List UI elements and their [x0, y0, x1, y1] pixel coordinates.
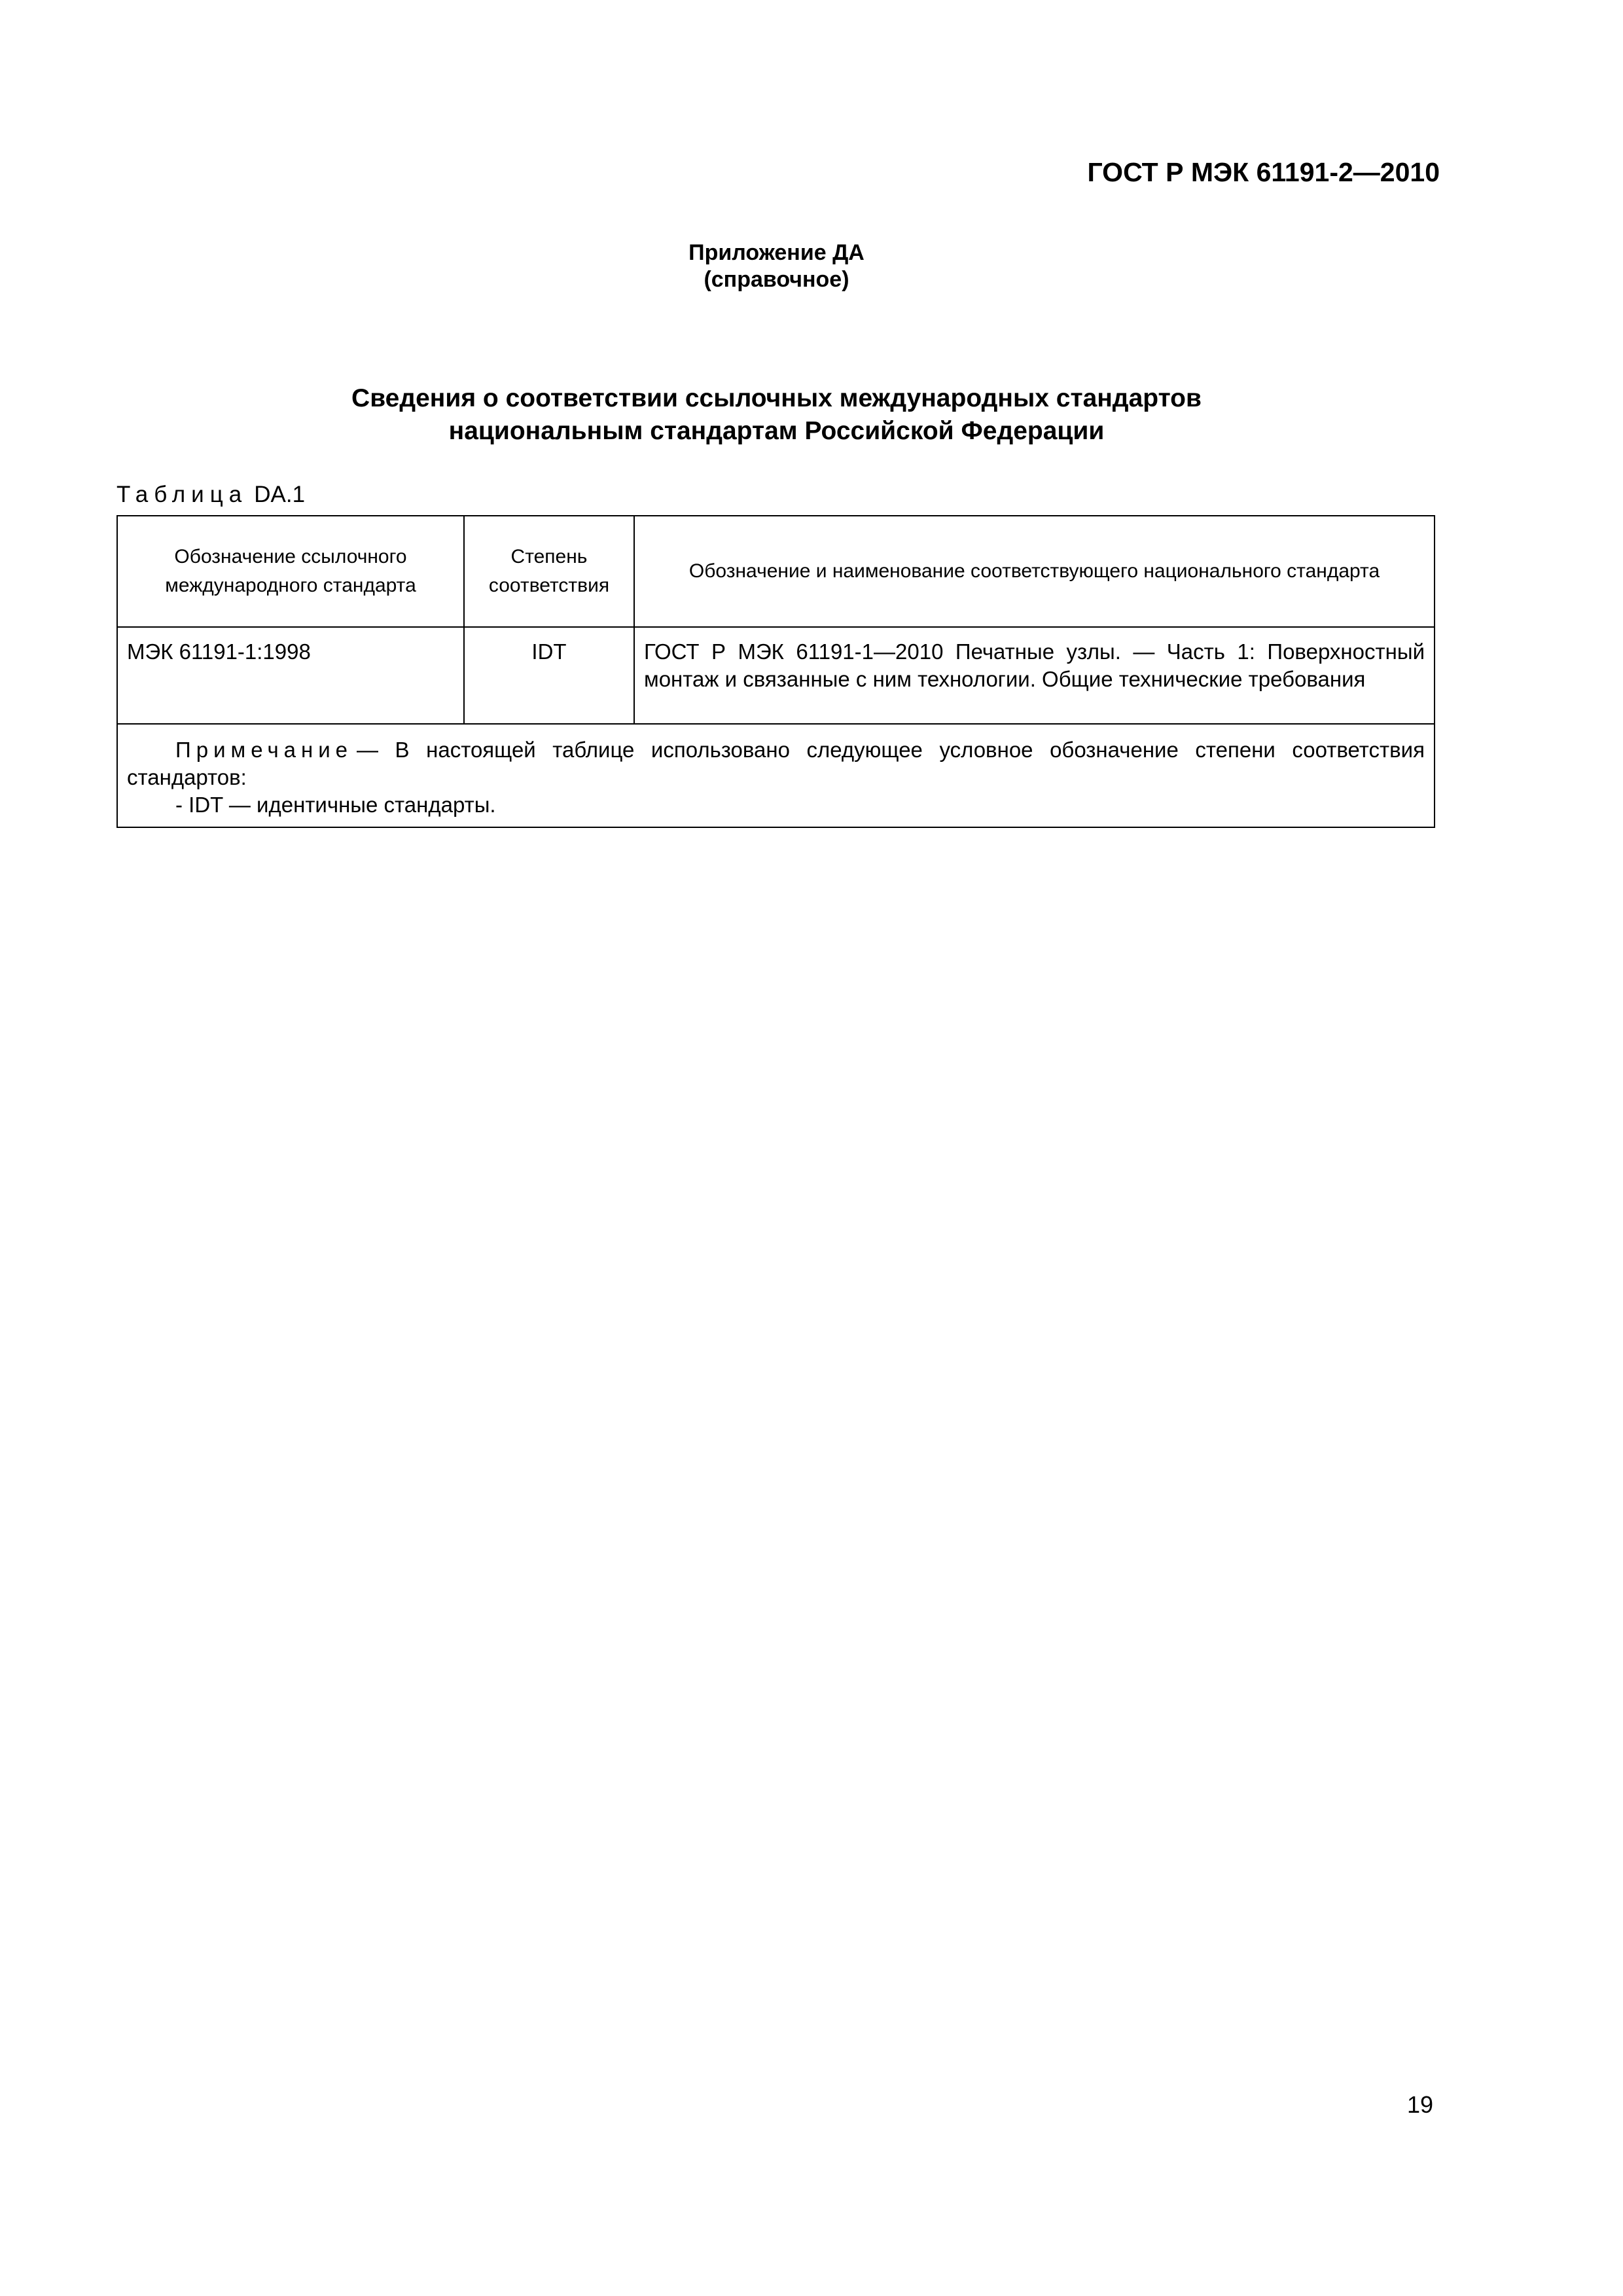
reference-standards-table — [116, 515, 1435, 828]
cell-reference-standard: МЭК 61191-1:1998 — [117, 627, 464, 724]
annex-type: (справочное) — [704, 267, 849, 292]
table-row — [117, 627, 1435, 724]
annex-heading-line-1: Сведения о соответствии ссылочных международных стандартов — [351, 384, 1202, 412]
cell-national-standard: ГОСТ Р МЭК 61191-1—2010 Печатные узлы. — Часть 1: Поверхностный монтаж и связанные с ним технологии. Общие технические требования — [634, 627, 1435, 724]
table-note — [117, 724, 1435, 827]
table-header-row — [117, 516, 1435, 627]
note-list-item: - IDT — идентичные стандарты. — [175, 793, 496, 817]
annex-heading-line-2: национальным стандартам Российской Федерации — [448, 417, 1105, 445]
note-body: — В настоящей таблице использовано следующее условное обозначение степени соответствия стандартов: — [127, 738, 1425, 789]
table-caption-number: DA.1 — [254, 482, 306, 507]
column-header-reference: Обозначение ссылочного международного стандарта — [117, 516, 464, 627]
column-header-national: Обозначение и наименование соответствующего национального стандарта — [634, 516, 1435, 627]
column-header-degree: Степень соответствия — [464, 516, 634, 627]
note-text — [127, 736, 1425, 791]
note-label: Примечание — [175, 738, 353, 762]
table-note-row — [117, 724, 1435, 827]
annex-title: Приложение ДА — [688, 240, 865, 265]
standard-code: ГОСТ Р МЭК 61191-2—2010 — [1087, 157, 1440, 187]
table-caption-word: Таблица — [116, 482, 248, 507]
table-caption — [116, 482, 305, 508]
page-number: 19 — [1406, 2091, 1433, 2118]
cell-degree: IDT — [464, 627, 634, 724]
